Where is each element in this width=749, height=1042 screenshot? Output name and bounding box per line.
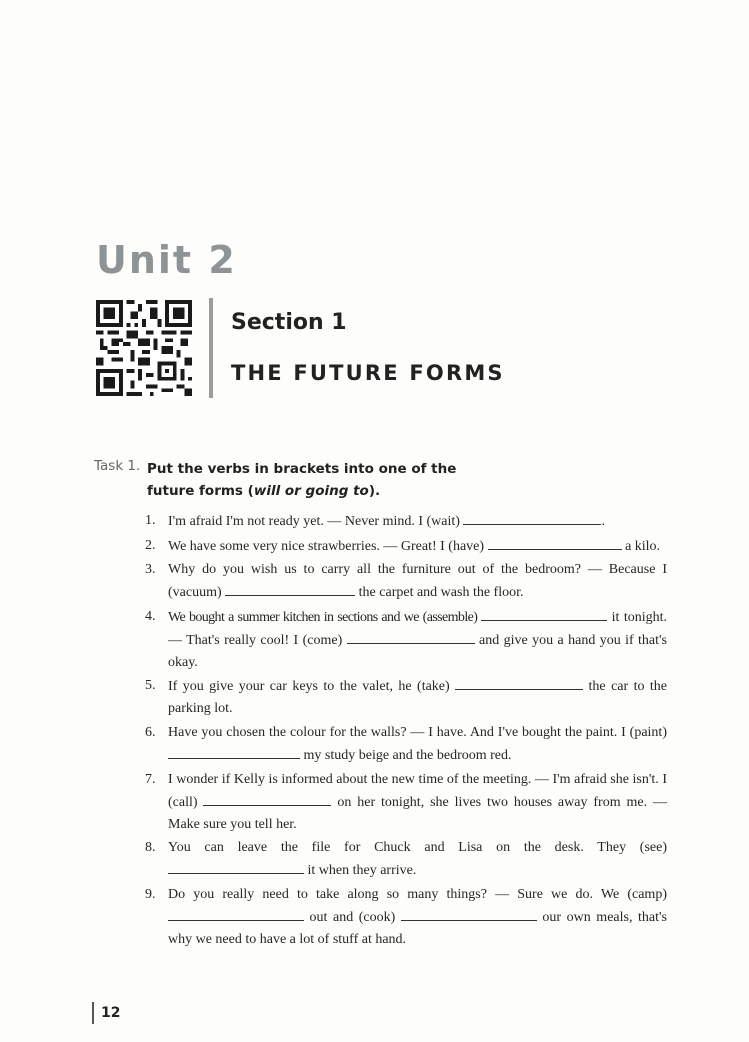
item-text: We bought a summer kitchen in sections and we (assemble) <box>168 609 482 625</box>
item-number: 9. <box>145 886 156 902</box>
item-text: our own meals, that's why we need to have a lot of stuff at hand. <box>168 909 667 947</box>
exercise-item <box>145 535 667 558</box>
answer-blank[interactable] <box>463 510 601 525</box>
answer-blank[interactable] <box>347 629 475 644</box>
item-number: 4. <box>145 608 156 624</box>
item-text: Have you chosen the colour for the walls? — I have. And I've bought the paint. I (paint) <box>168 724 667 740</box>
task-label: Task 1. <box>94 458 141 474</box>
instruction-text: Put the verbs in brackets into one of the future forms ( <box>147 461 457 499</box>
item-number: 6. <box>145 724 156 740</box>
unit-title: Unit 2 <box>96 238 237 282</box>
answer-blank[interactable] <box>203 791 331 806</box>
item-text: I wonder if Kelly is informed about the new time of the meeting. — I'm afraid she isn't. I (call) <box>168 771 667 810</box>
item-text: If you give your car keys to the valet, he (take) <box>168 679 456 695</box>
item-number: 2. <box>145 537 156 553</box>
item-text: Do you really need to take along so many things? — Sure we do. We (camp) <box>168 886 667 902</box>
exercise-list <box>145 510 667 952</box>
exercise-item <box>145 559 667 604</box>
exercise-item <box>145 675 667 720</box>
task-instruction <box>147 458 487 502</box>
answer-blank[interactable] <box>481 606 607 621</box>
item-number: 1. <box>145 513 156 528</box>
item-number: 5. <box>145 678 156 694</box>
item-text: I'm afraid I'm not ready yet. — Never mind. I (wait) <box>168 514 464 529</box>
item-text: it tonight. — That's really cool! I (come) <box>168 609 667 648</box>
exercise-item <box>145 769 667 836</box>
exercise-item <box>145 837 667 882</box>
item-text: You can leave the file for Chuck and Lisa on the desk. They (see) <box>168 840 667 856</box>
item-text: on her tonight, she lives two houses away from me. — Make sure you tell her. <box>168 794 667 832</box>
answer-blank[interactable] <box>168 906 304 921</box>
item-text: We have some very nice strawberries. — Great! I (have) <box>168 538 488 554</box>
item-number: 3. <box>145 562 156 578</box>
item-text: . <box>601 514 605 529</box>
answer-blank[interactable] <box>401 906 537 921</box>
qr-code-icon <box>96 300 192 396</box>
item-text: Why do you wish us to carry all the furniture out of the bedroom? — Because I (vacuum) <box>168 562 667 601</box>
answer-blank[interactable] <box>168 744 300 759</box>
instruction-emphasis: will or going to <box>253 483 369 499</box>
item-text: it when they arrive. <box>304 863 417 879</box>
item-text: the carpet and wash the floor. <box>355 585 524 601</box>
item-text: and give you a hand you if that's okay. <box>168 632 667 670</box>
exercise-item <box>145 884 667 951</box>
item-number: 8. <box>145 840 156 856</box>
answer-blank[interactable] <box>455 675 583 690</box>
item-text: the car to the parking lot. <box>168 679 668 717</box>
instruction-end: ). <box>368 483 381 499</box>
item-number: 7. <box>145 771 156 787</box>
answer-blank[interactable] <box>488 535 622 550</box>
page-number: 12 <box>92 1002 120 1024</box>
exercise-item <box>145 722 667 767</box>
section-title: Section 1 <box>231 310 347 335</box>
section-subtitle: THE FUTURE FORMS <box>231 361 505 385</box>
answer-blank[interactable] <box>225 581 355 596</box>
item-text: out and (cook) <box>304 909 401 925</box>
item-text: a kilo. <box>621 538 661 554</box>
item-text: my study beige and the bedroom red. <box>300 747 512 763</box>
exercise-item <box>145 606 667 674</box>
exercise-item <box>145 510 667 533</box>
section-divider <box>209 298 213 398</box>
answer-blank[interactable] <box>168 859 304 874</box>
